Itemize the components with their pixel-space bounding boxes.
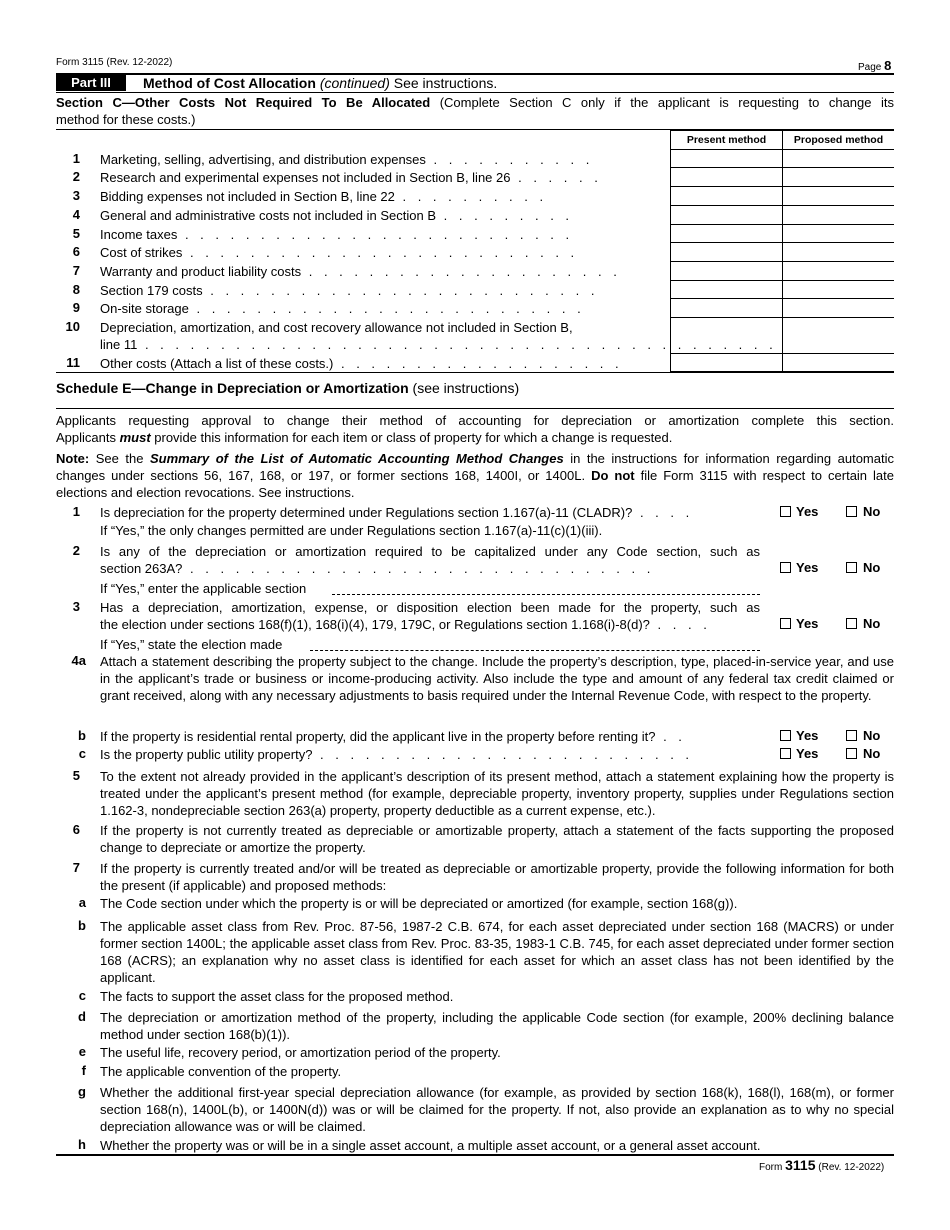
q4c-dots: . . . . . . . . . . . . . . . . . . . . . . . . . [312, 747, 694, 762]
q4b-text-main: If the property is residential rental property, did the applicant live in the property before renting it? [100, 729, 656, 744]
leader-dots: . . . . . . . . . . . . . . . . . . . . . . . . . . [177, 227, 574, 242]
part-rule [56, 92, 894, 93]
part-title-cont: (continued) [319, 75, 390, 91]
section-c-line-number: 3 [72, 188, 80, 203]
q4a-number: 4a [71, 653, 86, 668]
q4b-letter: b [78, 728, 86, 743]
q1-no-label: No [863, 504, 881, 519]
q3-yes-checkbox[interactable] [780, 618, 791, 629]
q4b-text [100, 728, 686, 745]
leader-dots: . . . . . . . . . . . . . . . . . . . . . . . . . . [202, 283, 599, 298]
leader-dots: . . . . . . . . . . . . . . . . . . . . . . . . . . . . . . . . . . . . . . . . . . [137, 337, 777, 352]
q2-no-label: No [863, 560, 881, 575]
section-c-line-label: Cost of strikes [100, 245, 183, 260]
q4b-yes-label: Yes [796, 728, 819, 743]
section-c-line-label-2: line 11 [100, 337, 138, 352]
section-c-line-text [100, 244, 660, 261]
page-label-text: Page [858, 62, 882, 73]
schedule-e-intro [56, 412, 894, 446]
section-c-line-number: 8 [72, 282, 80, 297]
q3-yes-label: Yes [796, 616, 819, 631]
proposed-method-cell[interactable] [782, 206, 894, 225]
q4c-no-label: No [863, 746, 881, 761]
q3-election-label: If “Yes,” state the election made [100, 637, 283, 652]
q7f-letter: f [81, 1063, 86, 1078]
proposed-method-cell[interactable] [782, 281, 894, 299]
q1-no-checkbox[interactable] [846, 506, 857, 517]
leader-dots: . . . . . . [510, 170, 602, 185]
q4c-yes-checkbox[interactable] [780, 748, 791, 759]
q7h-letter: h [78, 1137, 86, 1152]
footer-rev: (Rev. 12-2022) [818, 1162, 885, 1173]
section-c-line-number: 5 [72, 226, 80, 241]
note-label: Note: [56, 451, 90, 466]
present-method-cell[interactable] [670, 150, 782, 168]
note-3: elections and election revocations. See instructions. [56, 485, 355, 500]
section-c-line-label: Research and experimental expenses not included in Section B, line 26 [100, 170, 511, 185]
section-c-line-number: 6 [72, 244, 80, 259]
section-c-line-number: 1 [72, 151, 80, 166]
proposed-method-cell[interactable] [782, 354, 894, 372]
q2-no-checkbox[interactable] [846, 562, 857, 573]
q5-number: 5 [72, 768, 80, 783]
present-method-cell[interactable] [670, 262, 782, 281]
present-method-cell[interactable] [670, 206, 782, 225]
q1-note: If “Yes,” the only changes permitted are under Regulations section 1.167(a)-11(c)(1)(iii). [100, 523, 603, 538]
section-c-line-text [100, 169, 660, 186]
section-c-line-number: 7 [72, 263, 80, 278]
intro-line-1: Applicants requesting approval to change their method of accounting for depreciation or amortization complete this section. [56, 413, 894, 428]
intro-2a: Applicants [56, 430, 120, 445]
proposed-method-cell[interactable] [782, 168, 894, 187]
q5-text: To the extent not already provided in the applicant’s description of its present method, attach a statement explaining how the property is treated under the applicant’s present method (for example, depreciable property, inventory property, supplies under Regulations section 1.162-3, nondepreciable section 263(a) property, property deductible as a current expense, etc.). [100, 769, 894, 818]
present-method-cell[interactable] [670, 318, 782, 354]
note-c: in the instructions for information regarding automatic [563, 451, 894, 466]
section-c-line-text [100, 355, 660, 372]
footer-form [759, 1157, 884, 1173]
proposed-method-cell[interactable] [782, 243, 894, 262]
section-c-line-label: General and administrative costs not included in Section B [100, 208, 437, 223]
q4b-no-label: No [863, 728, 881, 743]
section-c-line-number: 4 [72, 207, 80, 222]
q7g-text: Whether the additional first-year special depreciation allowance (for example, as provided by section 168(k), 168(l), 168(m), or former section 168(n), 1400L(b), or 1400N(d)) was or will be claimed for the property. If not, also provide an explanation as to why no special depreciation allowance was or will be claimed. [100, 1085, 894, 1134]
q7e-text: The useful life, recovery period, or amortization period of the property. [100, 1045, 501, 1060]
q2-text-main: section 263A? [100, 561, 183, 576]
leader-dots: . . . . . . . . . [436, 208, 574, 223]
intro-line-2 [56, 429, 894, 446]
present-method-cell[interactable] [670, 243, 782, 262]
present-method-cell[interactable] [670, 299, 782, 318]
q7-text: If the property is currently treated and/or will be treated as depreciable or amortizable property, provide the following information for both the present (if applicable) and proposed methods: [100, 861, 894, 893]
note-2b: Do not [591, 468, 635, 483]
footer-rule [56, 1154, 894, 1156]
present-method-cell[interactable] [670, 225, 782, 243]
proposed-method-cell[interactable] [782, 262, 894, 281]
schedule-e-title-rest: (see instructions) [412, 380, 520, 396]
present-method-cell[interactable] [670, 281, 782, 299]
q3-number: 3 [72, 599, 80, 614]
q4c-yes-label: Yes [796, 746, 819, 761]
section-c-heading [56, 94, 894, 128]
q3-no-label: No [863, 616, 881, 631]
q2-yes-label: Yes [796, 560, 819, 575]
q7a-text: The Code section under which the property is or will be depreciated or amortized (for example, section 168(g)). [100, 896, 738, 911]
q3-dots: . . . . [649, 617, 711, 632]
q7a-letter: a [78, 895, 86, 910]
part-title [143, 75, 497, 91]
form-id: Form 3115 (Rev. 12-2022) [56, 57, 173, 68]
section-c-line-label: Marketing, selling, advertising, and distribution expenses [100, 152, 426, 167]
q7-number: 7 [72, 860, 80, 875]
section-c-line-label: Bidding expenses not included in Section B, line 22 [100, 189, 395, 204]
section-c-line-label: Warranty and product liability costs [100, 264, 302, 279]
section-c-note: (Complete Section C only if the applicant is requesting to change its [439, 95, 894, 110]
q7e-letter: e [78, 1044, 86, 1059]
q2-text-line2 [100, 560, 654, 577]
schedule-e-rule [56, 408, 894, 409]
schedule-e-title-main: Schedule E—Change in Depreciation or Amortization [56, 380, 409, 396]
q1-text [100, 504, 693, 521]
note-2c: file Form 3115 with respect to certain late [634, 468, 894, 483]
q3-text-line1: Has a depreciation, amortization, expense, or disposition election been made for the property, such as [100, 600, 760, 615]
q7d-letter: d [78, 1009, 86, 1024]
schedule-e-note [56, 450, 894, 501]
col-present-header: Present method [670, 130, 782, 150]
q4b-yes-checkbox[interactable] [780, 730, 791, 741]
present-method-cell[interactable] [670, 354, 782, 372]
q7f-text: The applicable convention of the property. [100, 1064, 342, 1079]
q7b-letter: b [78, 918, 86, 933]
section-c-line-text [100, 188, 660, 205]
leader-dots: . . . . . . . . . . . . . . . . . . . . . [301, 264, 621, 279]
q4a-text: Attach a statement describing the property subject to the change. Include the property’s description, type, placed-in-service year, and use in the applicant’s trade or business or income-producing activity. Also include the type and amount of any federal tax credit claimed or grant received, along with any necessary adjustments to basis required under the Internal Revenue Code, with respect to the property. [100, 654, 894, 703]
q4c-no-checkbox[interactable] [846, 748, 857, 759]
leader-dots: . . . . . . . . . . . . . . . . . . . [333, 356, 623, 371]
q7b-text: The applicable asset class from Rev. Proc. 87-56, 1987-2 C.B. 674, for each asset depreciated under section 168 (MACRS) or under former section 1400L; the applicable asset class from Rev. Proc. 83-35, 1983-1 C.B. 745, for each asset depreciated under former section 168 (ACRS); an explanation why no asset class is identified for each asset for which an asset class has not been identified by the applicant. [100, 919, 894, 985]
section-c-line-label: On-site storage [100, 301, 189, 316]
section-c-line-label: Income taxes [100, 227, 178, 242]
q3-no-checkbox[interactable] [846, 618, 857, 629]
q1-yes-label: Yes [796, 504, 819, 519]
q2-dots: . . . . . . . . . . . . . . . . . . . . . . . . . . . . . . . [182, 561, 655, 576]
q7c-letter: c [78, 988, 86, 1003]
proposed-method-cell[interactable] [782, 150, 894, 168]
proposed-method-cell[interactable] [782, 318, 894, 354]
footer-form-number: 3115 [785, 1157, 816, 1173]
section-c-line-text [100, 226, 660, 243]
intro-2b: must [119, 430, 151, 445]
section-c-line-number: 2 [72, 169, 80, 184]
section-c-line-text [100, 207, 660, 224]
section-c-line-label: Section 179 costs [100, 283, 203, 298]
page-number: 8 [884, 58, 892, 73]
proposed-method-cell[interactable] [782, 299, 894, 318]
present-method-cell[interactable] [670, 187, 782, 206]
q1-yes-checkbox[interactable] [780, 506, 791, 517]
part-title-main: Method of Cost Allocation [143, 75, 316, 91]
section-c-note-2: method for these costs.) [56, 112, 196, 127]
section-c-line-label: Other costs (Attach a list of these costs.) [100, 356, 334, 371]
section-c-line-text [100, 300, 660, 317]
schedule-e-title [56, 380, 519, 396]
q3-text-line2 [100, 616, 711, 633]
proposed-method-cell[interactable] [782, 225, 894, 243]
part-title-rest: See instructions. [393, 75, 498, 91]
note-a: See the [89, 451, 150, 466]
section-c-line-number: 10 [65, 319, 80, 334]
page-label [858, 58, 891, 73]
q7d-text: The depreciation or amortization method of the property, including the applicable Code section (for example, 200% declining balance method under section 168(b)(1)). [100, 1010, 894, 1042]
q2-section-input[interactable] [332, 594, 760, 595]
part-badge: Part III [56, 75, 126, 91]
section-c-line-text [100, 282, 660, 299]
q6-number: 6 [72, 822, 80, 837]
q4c-text-main: Is the property public utility property? [100, 747, 313, 762]
section-c-line-label: Depreciation, amortization, and cost recovery allowance not included in Section B, [100, 320, 573, 335]
q2-yes-checkbox[interactable] [780, 562, 791, 573]
q2-text-line1: Is any of the depreciation or amortization required to be capitalized under any Code section, such as [100, 544, 760, 559]
present-method-cell[interactable] [670, 168, 782, 187]
section-c-title: Section C—Other Costs Not Required To Be Allocated [56, 95, 431, 110]
q6-text: If the property is not currently treated as depreciable or amortizable property, attach a statement of the facts supporting the proposed change to depreciate or amortize the property. [100, 823, 894, 855]
q1-text-main: Is depreciation for the property determined under Regulations section 1.167(a)-11 (CLADR)? [100, 505, 633, 520]
q3-text-main: the election under sections 168(f)(1), 168(i)(4), 179, 179C, or Regulations section 1.168(i)-8(d)? [100, 617, 650, 632]
note-2a: changes under sections 56, 167, 168, or 197, or former sections 168, 1400I, or 1400L. [56, 468, 592, 483]
section-c-line-text [100, 263, 660, 280]
q4c-text [100, 746, 693, 763]
footer-form-word: Form [759, 1162, 783, 1173]
q7c-text: The facts to support the asset class for the proposed method. [100, 989, 454, 1004]
q4b-no-checkbox[interactable] [846, 730, 857, 741]
leader-dots: . . . . . . . . . . . . . . . . . . . . . . . . . . [188, 301, 585, 316]
q7g-letter: g [78, 1084, 86, 1099]
q1-dots: . . . . [632, 505, 694, 520]
section-c-line-number: 11 [66, 355, 80, 370]
col-proposed-header: Proposed method [782, 130, 894, 150]
leader-dots: . . . . . . . . . . . . . . . . . . . . . . . . . . [182, 245, 579, 260]
note-b: Summary of the List of Automatic Accounting Method Changes [149, 451, 564, 466]
section-c-line-number: 9 [72, 300, 80, 315]
q4c-letter: c [78, 746, 86, 761]
leader-dots: . . . . . . . . . . [394, 189, 548, 204]
q2-section-label: If “Yes,” enter the applicable section [100, 581, 307, 596]
section-c-bottom-rule [56, 372, 894, 373]
q2-number: 2 [72, 543, 80, 558]
q3-election-input[interactable] [310, 650, 760, 651]
leader-dots: . . . . . . . . . . . [425, 152, 594, 167]
section-c-line-text [100, 151, 660, 168]
proposed-method-cell[interactable] [782, 187, 894, 206]
intro-2c: provide this information for each item or class of property for which a change is requested. [150, 430, 673, 445]
q1-number: 1 [72, 504, 80, 519]
q4b-dots: . . [655, 729, 686, 744]
section-c-line-text [100, 319, 777, 353]
q7h-text: Whether the property was or will be in a single asset account, a multiple asset account, or a general asset account. [100, 1138, 761, 1153]
